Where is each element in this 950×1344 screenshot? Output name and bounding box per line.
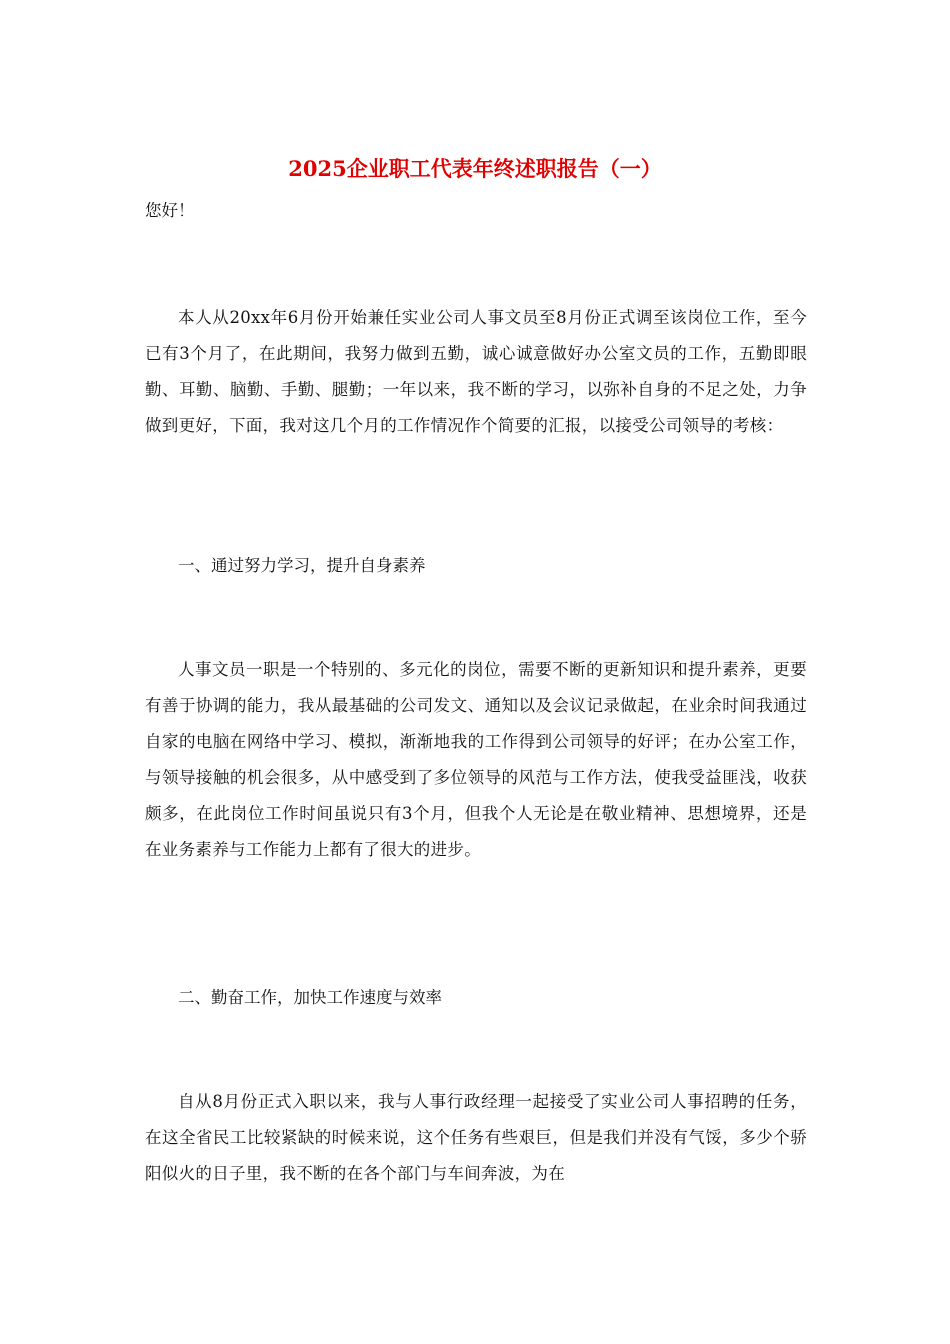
document-title: 2025企业职工代表年终述职报告（一） [288,156,662,181]
paragraph-section-2: 自从8月份正式入职以来，我与人事行政经理一起接受了实业公司人事招聘的任务，在这全省民工比较紧缺的时候来说，这个任务有些艰巨，但是我们并没有气馁，多少个骄阳似火的日子里，我不断的在各个部门与车间奔波，为在 [145,1092,807,1183]
paragraph-intro: 本人从20xx年6月份开始兼任实业公司人事文员至8月份正式调至该岗位工作，至今已有3个月了，在此期间，我努力做到五勤，诚心诚意做好办公室文员的工作，五勤即眼勤、耳勤、脑勤、手勤、腿勤；一年以来，我不断的学习，以弥补自身的不足之处，力争做到更好，下面，我对这几个月的工作情况作个简要的汇报，以接受公司领导的考核： [145,308,807,435]
greeting: 您好！ [145,201,195,220]
section-heading-1: 一、通过努力学习，提升自身素养 [178,556,426,575]
paragraph-section-1: 人事文员一职是一个特别的、多元化的岗位，需要不断的更新知识和提升素养，更要有善于协调的能力，我从最基础的公司发文、通知以及会议记录做起，在业余时间我通过自家的电脑在网络中学习、模拟，渐渐地我的工作得到公司领导的好评；在办公室工作，与领导接触的机会很多，从中感受到了多位领导的风范与工作方法，使我受益匪浅，收获颇多，在此岗位工作时间虽说只有3个月，但我个人无论是在敬业精神、思想境界，还是在业务素养与工作能力上都有了很大的进步。 [145,660,807,859]
section-heading-2: 二、勤奋工作，加快工作速度与效率 [178,988,442,1007]
